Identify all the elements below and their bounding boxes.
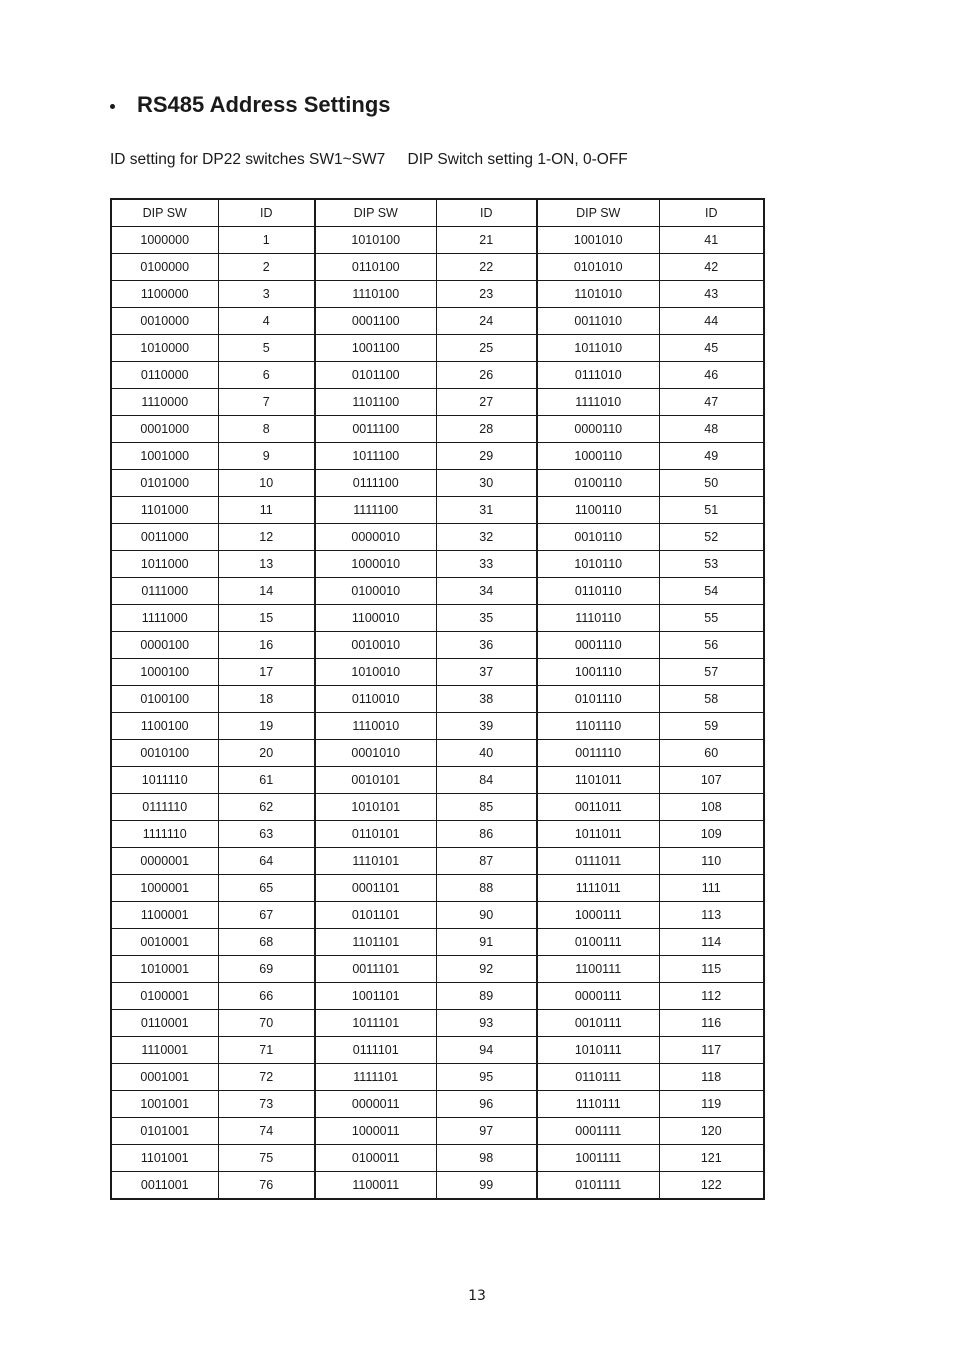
dip-sw-cell: 1111010 bbox=[537, 389, 659, 416]
id-cell: 109 bbox=[659, 821, 764, 848]
id-cell: 48 bbox=[659, 416, 764, 443]
subtitle-id-setting: ID setting for DP22 switches SW1~SW7 bbox=[110, 151, 386, 168]
dip-sw-cell: 1001001 bbox=[111, 1091, 218, 1118]
dip-sw-cell: 1110001 bbox=[111, 1037, 218, 1064]
id-cell: 52 bbox=[659, 524, 764, 551]
id-cell: 120 bbox=[659, 1118, 764, 1145]
column-header-id: ID bbox=[436, 199, 537, 227]
dip-sw-cell: 1011100 bbox=[315, 443, 436, 470]
id-cell: 63 bbox=[218, 821, 315, 848]
dip-sw-cell: 1101101 bbox=[315, 929, 436, 956]
dip-sw-cell: 1111110 bbox=[111, 821, 218, 848]
dip-sw-cell: 0101001 bbox=[111, 1118, 218, 1145]
id-cell: 33 bbox=[436, 551, 537, 578]
id-cell: 8 bbox=[218, 416, 315, 443]
dip-sw-cell: 0111011 bbox=[537, 848, 659, 875]
id-cell: 22 bbox=[436, 254, 537, 281]
dip-sw-cell: 0001001 bbox=[111, 1064, 218, 1091]
id-cell: 47 bbox=[659, 389, 764, 416]
id-cell: 90 bbox=[436, 902, 537, 929]
dip-sw-cell: 0010000 bbox=[111, 308, 218, 335]
id-cell: 11 bbox=[218, 497, 315, 524]
id-cell: 97 bbox=[436, 1118, 537, 1145]
id-cell: 12 bbox=[218, 524, 315, 551]
column-header-dip-sw: DIP SW bbox=[315, 199, 436, 227]
dip-sw-cell: 1011110 bbox=[111, 767, 218, 794]
id-cell: 72 bbox=[218, 1064, 315, 1091]
dip-sw-cell: 1100010 bbox=[315, 605, 436, 632]
dip-sw-cell: 1000001 bbox=[111, 875, 218, 902]
id-cell: 46 bbox=[659, 362, 764, 389]
dip-sw-cell: 1001100 bbox=[315, 335, 436, 362]
id-cell: 39 bbox=[436, 713, 537, 740]
page-title-text: RS485 Address Settings bbox=[137, 92, 391, 117]
id-cell: 21 bbox=[436, 227, 537, 254]
table-row bbox=[111, 551, 764, 578]
id-cell: 119 bbox=[659, 1091, 764, 1118]
dip-sw-cell: 0101101 bbox=[315, 902, 436, 929]
id-cell: 69 bbox=[218, 956, 315, 983]
id-cell: 9 bbox=[218, 443, 315, 470]
dip-sw-cell: 0010101 bbox=[315, 767, 436, 794]
table-row bbox=[111, 254, 764, 281]
dip-sw-cell: 1110000 bbox=[111, 389, 218, 416]
id-cell: 96 bbox=[436, 1091, 537, 1118]
id-cell: 87 bbox=[436, 848, 537, 875]
dip-sw-cell: 1100011 bbox=[315, 1172, 436, 1200]
dip-sw-cell: 0110101 bbox=[315, 821, 436, 848]
id-cell: 1 bbox=[218, 227, 315, 254]
dip-sw-cell: 0001010 bbox=[315, 740, 436, 767]
id-cell: 23 bbox=[436, 281, 537, 308]
id-cell: 58 bbox=[659, 686, 764, 713]
dip-sw-cell: 1010101 bbox=[315, 794, 436, 821]
id-cell: 122 bbox=[659, 1172, 764, 1200]
dip-sw-cell: 1101100 bbox=[315, 389, 436, 416]
id-cell: 35 bbox=[436, 605, 537, 632]
dip-sw-cell: 0011100 bbox=[315, 416, 436, 443]
dip-sw-cell: 1110111 bbox=[537, 1091, 659, 1118]
table-row bbox=[111, 632, 764, 659]
id-cell: 114 bbox=[659, 929, 764, 956]
dip-sw-cell: 0100000 bbox=[111, 254, 218, 281]
id-cell: 50 bbox=[659, 470, 764, 497]
subtitle bbox=[110, 151, 628, 169]
table-row bbox=[111, 956, 764, 983]
dip-sw-cell: 0101010 bbox=[537, 254, 659, 281]
table-row bbox=[111, 1091, 764, 1118]
dip-sw-cell: 1011101 bbox=[315, 1010, 436, 1037]
id-cell: 76 bbox=[218, 1172, 315, 1200]
dip-sw-cell: 0101000 bbox=[111, 470, 218, 497]
dip-sw-cell: 1000100 bbox=[111, 659, 218, 686]
dip-sw-cell: 0110001 bbox=[111, 1010, 218, 1037]
id-cell: 64 bbox=[218, 848, 315, 875]
dip-sw-cell: 1101011 bbox=[537, 767, 659, 794]
table-row bbox=[111, 902, 764, 929]
id-cell: 26 bbox=[436, 362, 537, 389]
id-cell: 34 bbox=[436, 578, 537, 605]
id-cell: 92 bbox=[436, 956, 537, 983]
id-cell: 116 bbox=[659, 1010, 764, 1037]
id-cell: 42 bbox=[659, 254, 764, 281]
id-cell: 98 bbox=[436, 1145, 537, 1172]
dip-sw-cell: 0101111 bbox=[537, 1172, 659, 1200]
table-row bbox=[111, 308, 764, 335]
dip-sw-cell: 1011011 bbox=[537, 821, 659, 848]
id-cell: 74 bbox=[218, 1118, 315, 1145]
table-row bbox=[111, 1037, 764, 1064]
id-cell: 25 bbox=[436, 335, 537, 362]
dip-sw-cell: 0011001 bbox=[111, 1172, 218, 1200]
id-cell: 95 bbox=[436, 1064, 537, 1091]
dip-sw-cell: 0110110 bbox=[537, 578, 659, 605]
dip-sw-cell: 1100110 bbox=[537, 497, 659, 524]
dip-sw-cell: 0110000 bbox=[111, 362, 218, 389]
table-body bbox=[111, 227, 764, 1200]
dip-switch-table bbox=[110, 198, 765, 1200]
subtitle-dip-setting: DIP Switch setting 1-ON, 0-OFF bbox=[407, 151, 628, 168]
dip-sw-cell: 1011000 bbox=[111, 551, 218, 578]
dip-sw-cell: 1011010 bbox=[537, 335, 659, 362]
dip-sw-cell: 1110101 bbox=[315, 848, 436, 875]
dip-sw-cell: 1010100 bbox=[315, 227, 436, 254]
dip-sw-cell: 0110010 bbox=[315, 686, 436, 713]
dip-sw-cell: 0110111 bbox=[537, 1064, 659, 1091]
dip-sw-cell: 1000011 bbox=[315, 1118, 436, 1145]
dip-sw-cell: 0000001 bbox=[111, 848, 218, 875]
id-cell: 113 bbox=[659, 902, 764, 929]
id-cell: 36 bbox=[436, 632, 537, 659]
table-row bbox=[111, 1118, 764, 1145]
dip-sw-cell: 1010000 bbox=[111, 335, 218, 362]
table-row bbox=[111, 524, 764, 551]
id-cell: 93 bbox=[436, 1010, 537, 1037]
dip-sw-cell: 1100000 bbox=[111, 281, 218, 308]
id-cell: 32 bbox=[436, 524, 537, 551]
dip-sw-cell: 1101110 bbox=[537, 713, 659, 740]
id-cell: 29 bbox=[436, 443, 537, 470]
id-cell: 85 bbox=[436, 794, 537, 821]
column-header-id: ID bbox=[659, 199, 764, 227]
id-cell: 61 bbox=[218, 767, 315, 794]
dip-sw-cell: 0100011 bbox=[315, 1145, 436, 1172]
id-cell: 73 bbox=[218, 1091, 315, 1118]
dip-sw-cell: 1010001 bbox=[111, 956, 218, 983]
id-cell: 94 bbox=[436, 1037, 537, 1064]
table-row bbox=[111, 416, 764, 443]
id-cell: 60 bbox=[659, 740, 764, 767]
table-row bbox=[111, 767, 764, 794]
dip-sw-cell: 1010111 bbox=[537, 1037, 659, 1064]
dip-sw-cell: 0110100 bbox=[315, 254, 436, 281]
dip-sw-cell: 1001000 bbox=[111, 443, 218, 470]
id-cell: 20 bbox=[218, 740, 315, 767]
dip-sw-cell: 0111110 bbox=[111, 794, 218, 821]
table-row bbox=[111, 848, 764, 875]
id-cell: 68 bbox=[218, 929, 315, 956]
id-cell: 67 bbox=[218, 902, 315, 929]
dip-sw-cell: 1110010 bbox=[315, 713, 436, 740]
dip-sw-cell: 1000111 bbox=[537, 902, 659, 929]
id-cell: 6 bbox=[218, 362, 315, 389]
table-row bbox=[111, 659, 764, 686]
dip-sw-cell: 1001101 bbox=[315, 983, 436, 1010]
dip-sw-cell: 0011110 bbox=[537, 740, 659, 767]
table-row bbox=[111, 605, 764, 632]
table-row bbox=[111, 281, 764, 308]
dip-sw-cell: 1110110 bbox=[537, 605, 659, 632]
dip-sw-cell: 1001110 bbox=[537, 659, 659, 686]
dip-sw-cell: 1111000 bbox=[111, 605, 218, 632]
id-cell: 30 bbox=[436, 470, 537, 497]
dip-sw-cell: 0100110 bbox=[537, 470, 659, 497]
column-header-dip-sw: DIP SW bbox=[111, 199, 218, 227]
id-cell: 2 bbox=[218, 254, 315, 281]
dip-sw-cell: 1100001 bbox=[111, 902, 218, 929]
dip-sw-cell: 1000000 bbox=[111, 227, 218, 254]
dip-sw-cell: 0010110 bbox=[537, 524, 659, 551]
id-cell: 15 bbox=[218, 605, 315, 632]
id-cell: 62 bbox=[218, 794, 315, 821]
table-row bbox=[111, 470, 764, 497]
table-row bbox=[111, 983, 764, 1010]
id-cell: 19 bbox=[218, 713, 315, 740]
bullet-icon bbox=[110, 104, 115, 109]
id-cell: 115 bbox=[659, 956, 764, 983]
id-cell: 91 bbox=[436, 929, 537, 956]
table-row bbox=[111, 335, 764, 362]
dip-sw-cell: 1111100 bbox=[315, 497, 436, 524]
table-row bbox=[111, 1064, 764, 1091]
id-cell: 53 bbox=[659, 551, 764, 578]
id-cell: 41 bbox=[659, 227, 764, 254]
dip-sw-cell: 0111000 bbox=[111, 578, 218, 605]
id-cell: 86 bbox=[436, 821, 537, 848]
id-cell: 18 bbox=[218, 686, 315, 713]
table-row bbox=[111, 875, 764, 902]
dip-sw-cell: 0100111 bbox=[537, 929, 659, 956]
id-cell: 3 bbox=[218, 281, 315, 308]
table-row bbox=[111, 443, 764, 470]
id-cell: 4 bbox=[218, 308, 315, 335]
dip-sw-cell: 0000110 bbox=[537, 416, 659, 443]
dip-sw-cell: 0001100 bbox=[315, 308, 436, 335]
id-cell: 71 bbox=[218, 1037, 315, 1064]
dip-sw-cell: 1010010 bbox=[315, 659, 436, 686]
id-cell: 10 bbox=[218, 470, 315, 497]
id-cell: 57 bbox=[659, 659, 764, 686]
id-cell: 121 bbox=[659, 1145, 764, 1172]
dip-sw-cell: 1001010 bbox=[537, 227, 659, 254]
id-cell: 111 bbox=[659, 875, 764, 902]
dip-sw-cell: 0101110 bbox=[537, 686, 659, 713]
table-row bbox=[111, 713, 764, 740]
table-row bbox=[111, 227, 764, 254]
id-cell: 28 bbox=[436, 416, 537, 443]
dip-sw-cell: 0111010 bbox=[537, 362, 659, 389]
dip-sw-cell: 1101010 bbox=[537, 281, 659, 308]
dip-sw-cell: 0010100 bbox=[111, 740, 218, 767]
id-cell: 49 bbox=[659, 443, 764, 470]
id-cell: 24 bbox=[436, 308, 537, 335]
table-row bbox=[111, 740, 764, 767]
dip-sw-cell: 1111011 bbox=[537, 875, 659, 902]
id-cell: 55 bbox=[659, 605, 764, 632]
dip-sw-cell: 1101000 bbox=[111, 497, 218, 524]
table-row bbox=[111, 1145, 764, 1172]
id-cell: 88 bbox=[436, 875, 537, 902]
page-title bbox=[110, 92, 391, 118]
id-cell: 112 bbox=[659, 983, 764, 1010]
dip-sw-cell: 0101100 bbox=[315, 362, 436, 389]
id-cell: 59 bbox=[659, 713, 764, 740]
table-row bbox=[111, 389, 764, 416]
dip-sw-cell: 0000100 bbox=[111, 632, 218, 659]
id-cell: 13 bbox=[218, 551, 315, 578]
page-number: 13 bbox=[468, 1288, 486, 1304]
dip-sw-cell: 1110100 bbox=[315, 281, 436, 308]
dip-sw-cell: 0001101 bbox=[315, 875, 436, 902]
id-cell: 84 bbox=[436, 767, 537, 794]
dip-sw-cell: 0000011 bbox=[315, 1091, 436, 1118]
id-cell: 66 bbox=[218, 983, 315, 1010]
dip-sw-cell: 0111101 bbox=[315, 1037, 436, 1064]
id-cell: 110 bbox=[659, 848, 764, 875]
dip-sw-cell: 1001111 bbox=[537, 1145, 659, 1172]
dip-sw-cell: 1101001 bbox=[111, 1145, 218, 1172]
id-cell: 56 bbox=[659, 632, 764, 659]
dip-sw-cell: 1000110 bbox=[537, 443, 659, 470]
id-cell: 118 bbox=[659, 1064, 764, 1091]
id-cell: 44 bbox=[659, 308, 764, 335]
id-cell: 107 bbox=[659, 767, 764, 794]
dip-sw-cell: 1111101 bbox=[315, 1064, 436, 1091]
dip-sw-cell: 0100010 bbox=[315, 578, 436, 605]
column-header-dip-sw: DIP SW bbox=[537, 199, 659, 227]
dip-sw-cell: 0001000 bbox=[111, 416, 218, 443]
dip-sw-cell: 0010001 bbox=[111, 929, 218, 956]
id-cell: 40 bbox=[436, 740, 537, 767]
id-cell: 38 bbox=[436, 686, 537, 713]
dip-sw-cell: 0100100 bbox=[111, 686, 218, 713]
dip-sw-cell: 1000010 bbox=[315, 551, 436, 578]
table-row bbox=[111, 686, 764, 713]
column-header-id: ID bbox=[218, 199, 315, 227]
id-cell: 31 bbox=[436, 497, 537, 524]
id-cell: 14 bbox=[218, 578, 315, 605]
id-cell: 16 bbox=[218, 632, 315, 659]
id-cell: 27 bbox=[436, 389, 537, 416]
table-row bbox=[111, 578, 764, 605]
id-cell: 65 bbox=[218, 875, 315, 902]
table-row bbox=[111, 1172, 764, 1200]
table-row bbox=[111, 821, 764, 848]
dip-sw-cell: 0011010 bbox=[537, 308, 659, 335]
dip-sw-cell: 0001110 bbox=[537, 632, 659, 659]
id-cell: 51 bbox=[659, 497, 764, 524]
dip-sw-cell: 0001111 bbox=[537, 1118, 659, 1145]
table-row bbox=[111, 1010, 764, 1037]
dip-sw-cell: 0011011 bbox=[537, 794, 659, 821]
id-cell: 5 bbox=[218, 335, 315, 362]
dip-sw-cell: 1010110 bbox=[537, 551, 659, 578]
id-cell: 117 bbox=[659, 1037, 764, 1064]
id-cell: 75 bbox=[218, 1145, 315, 1172]
table-header-row bbox=[111, 199, 764, 227]
id-cell: 99 bbox=[436, 1172, 537, 1200]
dip-sw-cell: 0000010 bbox=[315, 524, 436, 551]
dip-sw-cell: 0111100 bbox=[315, 470, 436, 497]
dip-sw-cell: 1100100 bbox=[111, 713, 218, 740]
id-cell: 108 bbox=[659, 794, 764, 821]
id-cell: 43 bbox=[659, 281, 764, 308]
dip-sw-cell: 0010010 bbox=[315, 632, 436, 659]
dip-sw-cell: 0010111 bbox=[537, 1010, 659, 1037]
table-row bbox=[111, 794, 764, 821]
id-cell: 70 bbox=[218, 1010, 315, 1037]
dip-sw-cell: 0100001 bbox=[111, 983, 218, 1010]
table-row bbox=[111, 362, 764, 389]
dip-sw-cell: 0000111 bbox=[537, 983, 659, 1010]
dip-sw-cell: 0011101 bbox=[315, 956, 436, 983]
dip-sw-cell: 1100111 bbox=[537, 956, 659, 983]
id-cell: 54 bbox=[659, 578, 764, 605]
id-cell: 37 bbox=[436, 659, 537, 686]
id-cell: 17 bbox=[218, 659, 315, 686]
id-cell: 89 bbox=[436, 983, 537, 1010]
table-row bbox=[111, 929, 764, 956]
dip-sw-cell: 0011000 bbox=[111, 524, 218, 551]
id-cell: 7 bbox=[218, 389, 315, 416]
id-cell: 45 bbox=[659, 335, 764, 362]
table-row bbox=[111, 497, 764, 524]
